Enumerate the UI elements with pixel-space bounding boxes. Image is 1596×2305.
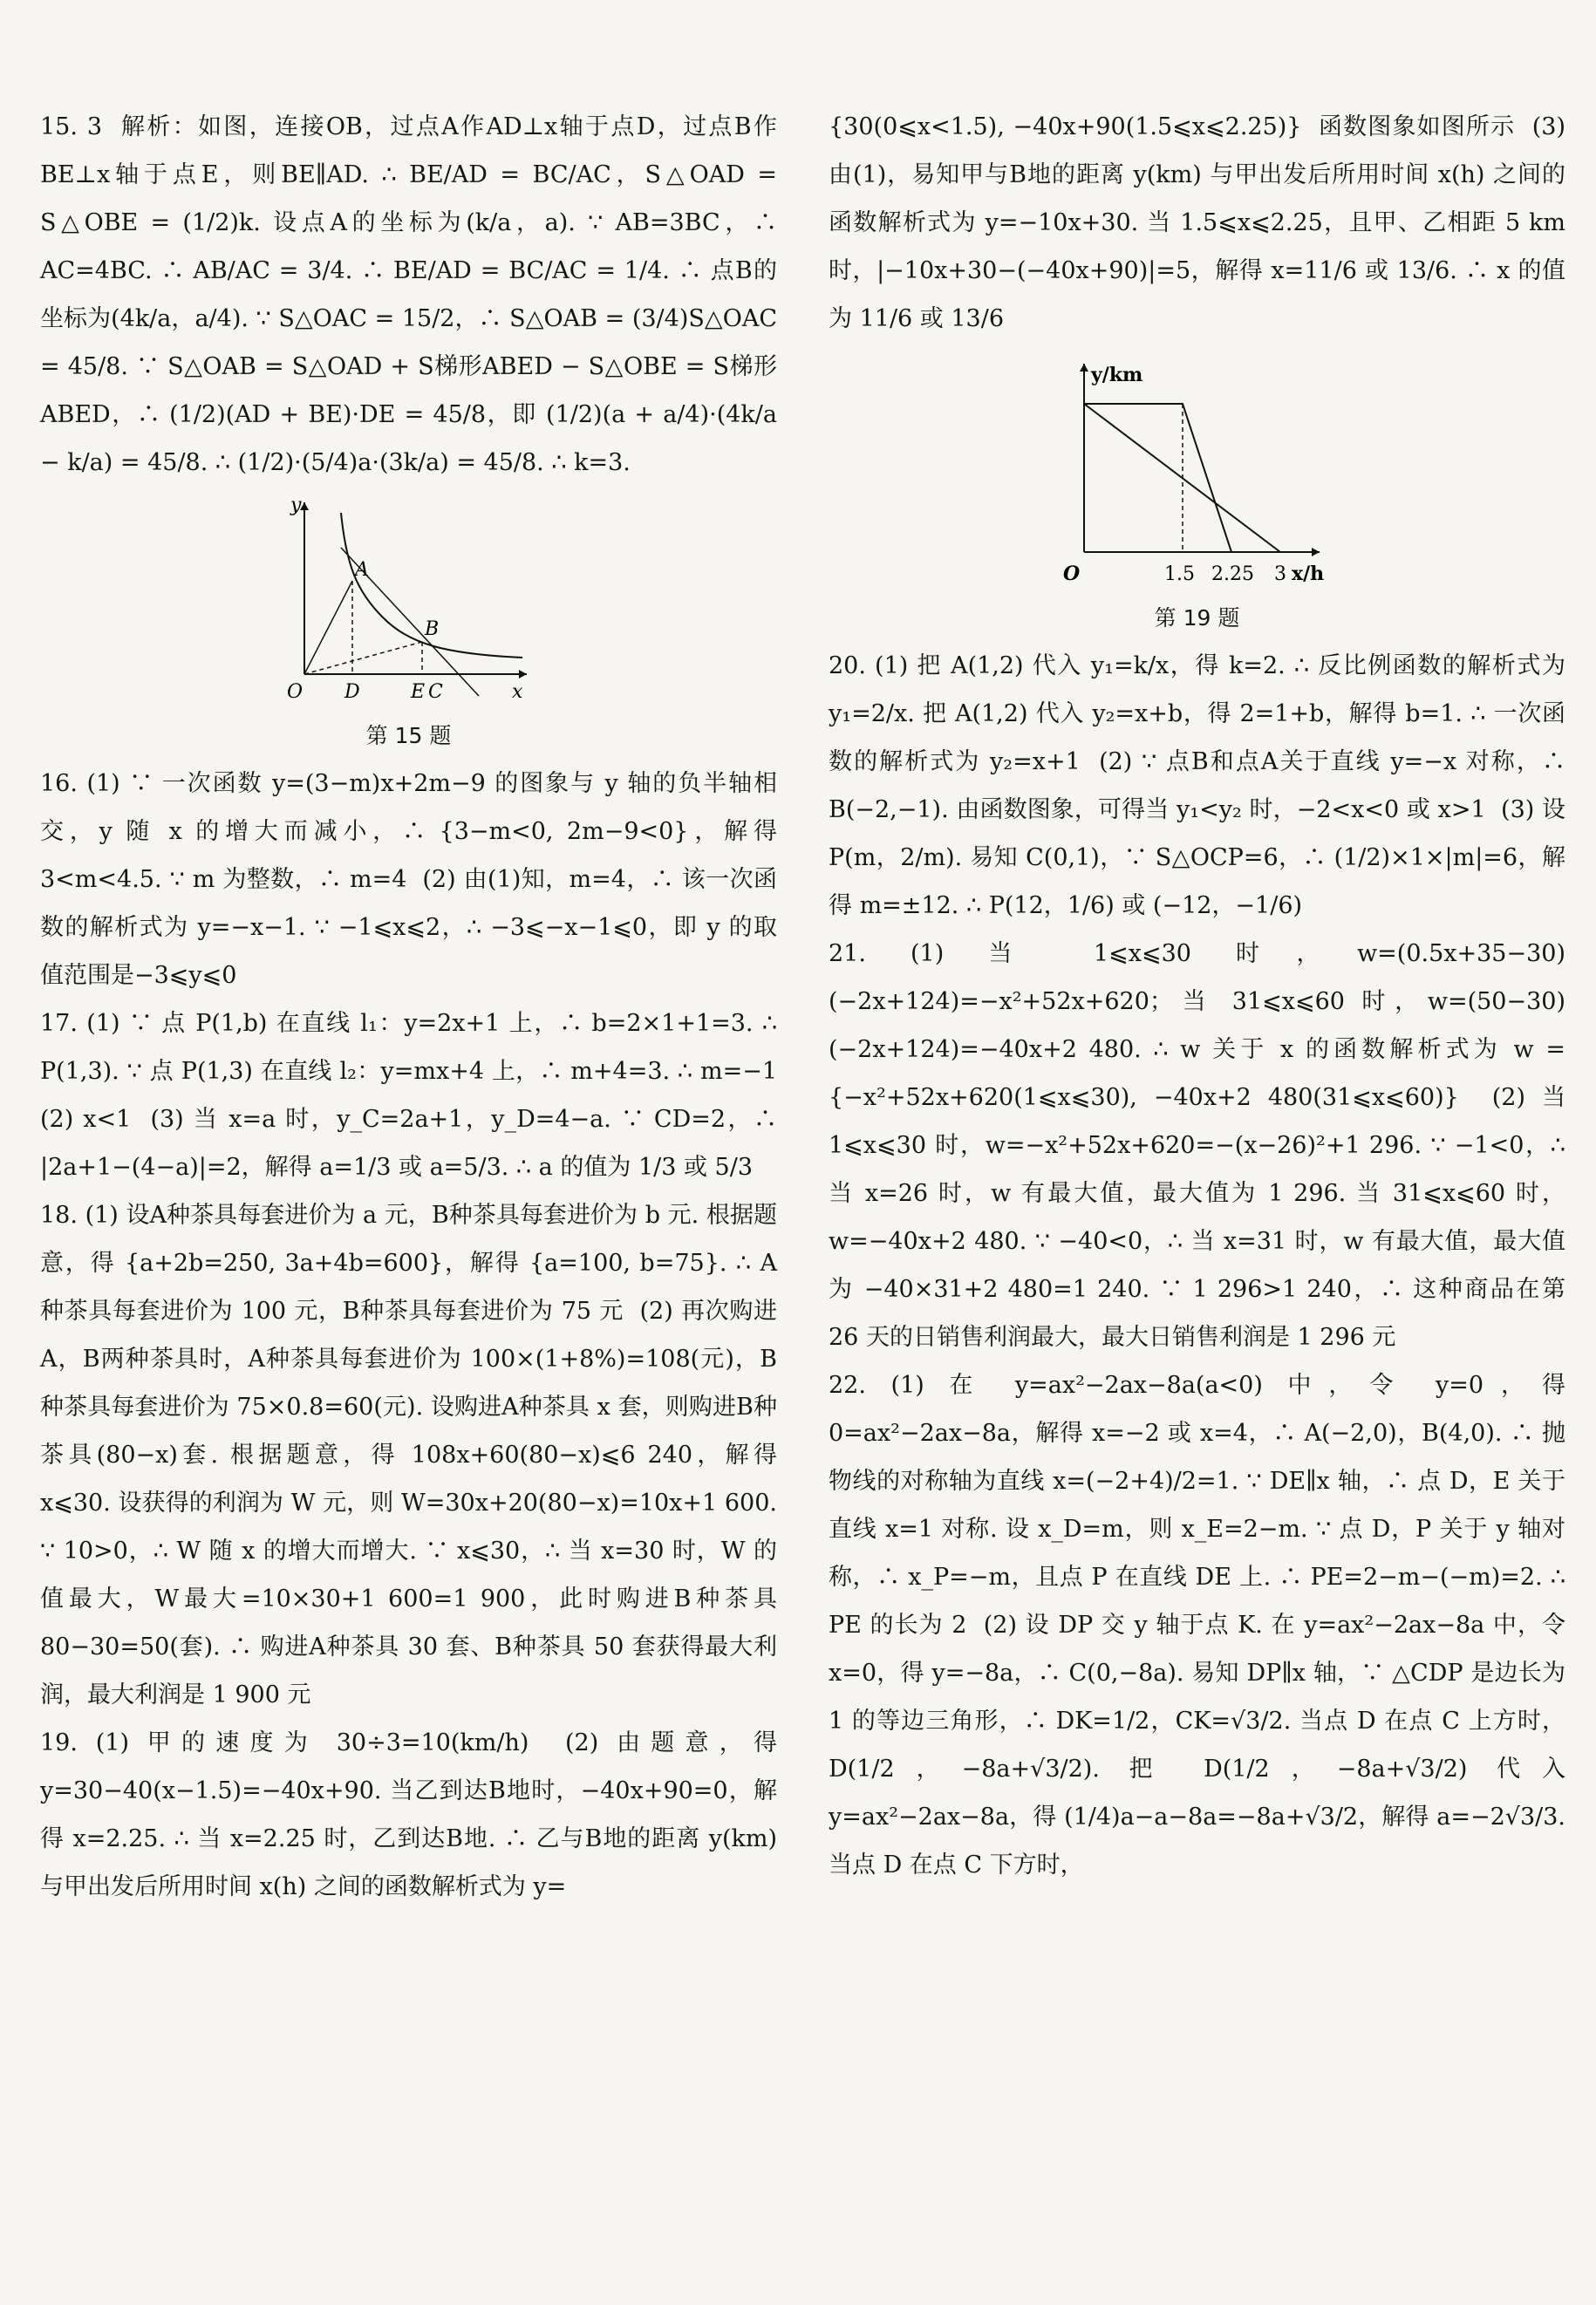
label-a: A: [354, 559, 369, 581]
segment-oa: [304, 581, 352, 674]
segment-ob: [304, 642, 422, 674]
figure-19-caption: 第 19 题: [1154, 605, 1240, 631]
solution-15: 15. 3 解析：如图，连接OB，过点A作AD⊥x轴于点D，过点B作BE⊥x轴于点E，则BE∥AD. ∴ BE/AD = BC/AC，S△OAD = S△OBE = (1/2)k. 设点A的坐标为(k/a，a). ∵ AB=3BC，∴ AC=4BC. ∴ AB/AC = 3/4. ∴ BE/AD = BC/AC = 1/4. ∴ 点B的坐标为(4k/a，a/4). ∵ S△OAC = 15/2，∴ S△OAB = (3/4)S△OAC = 45/8. ∵ S△OAB = S△OAD + S梯形ABED − S△OBE = S梯形ABED，∴ (1/2)(AD + BE)·DE = 45/8，即 (1/2)(a + a/4)·(4k/a − k/a) = 45/8. ∴ (1/2)·(5/4)a·(3k/a) = 45/8. ∴ k=3.: [40, 113, 785, 476]
figure-15-graph: [278, 495, 540, 705]
solution-17: 17. (1) ∵ 点 P(1,b) 在直线 l₁：y=2x+1 上，∴ b=2×1+1=3. ∴ P(1,3). ∵ 点 P(1,3) 在直线 l₂：y=mx+4 上，∴ m+4=3. ∴ m=−1 (2) x<1 (3) 当 x=a 时，y_C=2a+1，y_D=4−a. ∵ CD=2，∴ |2a+1−(4−a)|=2，解得 a=1/3 或 a=5/3. ∴ a 的值为 1/3 或 5/3: [40, 1010, 793, 1181]
y-axis-arrow-icon: [300, 502, 309, 510]
x-axis-arrow-icon: [519, 670, 527, 679]
solution-19: 19. (1) 甲的速度为 30÷3=10(km/h) (2) 由题意，得 y=30−40(x−1.5)=−40x+90. 当乙到达B地时，−40x+90=0，解得 x=2.25. ∴ 当 x=2.25 时，乙到达B地. ∴ 乙与B地的距离 y(km) 与甲出发后所用时间 x(h) 之间的函数解析式为 y=: [40, 1729, 785, 1900]
solution-19-continued: {30(0⩽x<1.5), −40x+90(1.5⩽x⩽2.25)} 函数图象如图所示 (3) 由(1)，易知甲与B地的距离 y(km) 与甲出发后所用时间 x(h) 之间的函数解析式为 y=−10x+30. 当 1.5⩽x⩽2.25，且甲、乙相距 5 km 时，|−10x+30−(−40x+90)|=5，解得 x=11/6 或 13/6. ∴ x 的值为 11/6 或 13/6: [829, 113, 1573, 332]
tick-1-5: 1.5: [1163, 563, 1195, 585]
figure-15: [40, 495, 777, 751]
label-y: y: [290, 495, 301, 516]
label-e: E: [410, 681, 425, 703]
right-column: [829, 103, 1573, 1889]
label-y-km: y/km: [1090, 364, 1142, 386]
line-yi: [1084, 404, 1231, 552]
label-c: C: [427, 681, 443, 703]
figure-19-graph: [1049, 351, 1346, 587]
figure-19: [829, 351, 1565, 633]
solution-20: 20. (1) 把 A(1,2) 代入 y₁=k/x，得 k=2. ∴ 反比例函数的解析式为 y₁=2/x. 把 A(1,2) 代入 y₂=x+b，得 2=1+b，解得 b=1. ∴ 一次函数的解析式为 y₂=x+1 (2) ∵ 点B和点A关于直线 y=−x 对称，∴ B(−2,−1). 由函数图象，可得当 y₁<y₂ 时，−2<x<0 或 x>1 (3) 设 P(m，2/m). 易知 C(0,1)，∵ S△OCP=6，∴ (1/2)×1×|m|=6，解得 m=±12. ∴ P(12，1/6) 或 (−12，−1/6): [829, 652, 1573, 919]
tick-2-25: 2.25: [1211, 563, 1254, 585]
x-axis-arrow-icon: [1312, 548, 1320, 556]
label-x: x: [511, 681, 522, 703]
solution-18: 18. (1) 设A种茶具每套进价为 a 元，B种茶具每套进价为 b 元. 根据题意，得 {a+2b=250, 3a+4b=600}，解得 {a=100, b=75}. ∴ A种茶具每套进价为 100 元，B种茶具每套进价为 75 元 (2) 再次购进A，B两种茶具时，A种茶具每套进价为 100×(1+8%)=108(元)，B种茶具每套进价为 75×0.8=60(元). 设购进A种茶具 x 套，则购进B种茶具(80−x)套. 根据题意，得 108x+60(80−x)⩽6 240，解得 x⩽30. 设获得的利润为 W 元，则 W=30x+20(80−x)=10x+1 600. ∵ 10>0，∴ W 随 x 的增大而增大. ∵ x⩽30，∴ 当 x=30 时，W 的值最大，W最大=10×30+1 600=1 900，此时购进B种茶具 80−30=50(套). ∴ 购进A种茶具 30 套、B种茶具 50 套获得最大利润，最大利润是 1 900 元: [40, 1202, 785, 1708]
label-b: B: [424, 618, 439, 640]
left-column: [40, 103, 793, 1911]
label-o: O: [1062, 563, 1080, 585]
label-x-h: x/h: [1291, 563, 1324, 585]
label-o: O: [286, 681, 303, 703]
y-axis-arrow-icon: [1080, 364, 1088, 372]
solution-21: 21. (1) 当 1⩽x⩽30 时，w=(0.5x+35−30)(−2x+124)=−x²+52x+620；当 31⩽x⩽60 时，w=(50−30)(−2x+124)=−40x+2 480. ∴ w 关于 x 的函数解析式为 w = {−x²+52x+620(1⩽x⩽30), −40x+2 480(31⩽x⩽60)} (2) 当 1⩽x⩽30 时，w=−x²+52x+620=−(x−26)²+1 296. ∵ −1<0，∴ 当 x=26 时，w 有最大值，最大值为 1 296. 当 31⩽x⩽60 时，w=−40x+2 480. ∵ −40<0，∴ 当 x=31 时，w 有最大值，最大值为 −40×31+2 480=1 240. ∵ 1 296>1 240，∴ 这种商品在第 26 天的日销售利润最大，最大日销售利润是 1 296 元: [829, 940, 1573, 1351]
figure-15-caption: 第 15 题: [365, 723, 452, 748]
solution-16: 16. (1) ∵ 一次函数 y=(3−m)x+2m−9 的图象与 y 轴的负半轴相交，y 随 x 的增大而减小，∴ {3−m<0, 2m−9<0}，解得 3<m<4.5. ∵ m 为整数，∴ m=4 (2) 由(1)知，m=4，∴ 该一次函数的解析式为 y=−x−1. ∵ −1⩽x⩽2，∴ −3⩽−x−1⩽0，即 y 的取值范围是−3⩽y⩽0: [40, 770, 785, 989]
label-d: D: [344, 681, 360, 703]
solution-22: 22. (1) 在 y=ax²−2ax−8a(a<0) 中，令 y=0，得 0=ax²−2ax−8a，解得 x=−2 或 x=4，∴ A(−2,0)，B(4,0). ∴ 抛物线的对称轴为直线 x=(−2+4)/2=1. ∵ DE∥x 轴，∴ 点 D，E 关于直线 x=1 对称. 设 x_D=m，则 x_E=2−m. ∵ 点 D，P 关于 y 轴对称，∴ x_P=−m，且点 P 在直线 DE 上. ∴ PE=2−m−(−m)=2. ∴ PE 的长为 2 (2) 设 DP 交 y 轴于点 K. 在 y=ax²−2ax−8a 中，令 x=0，得 y=−8a，∴ C(0,−8a). 易知 DP∥x 轴，∵ △CDP 是边长为 1 的等边三角形，∴ DK=1/2，CK=√3/2. 当点 D 在点 C 上方时，D(1/2，−8a+√3/2). 把 D(1/2，−8a+√3/2) 代入 y=ax²−2ax−8a，得 (1/4)a−a−8a=−8a+√3/2，解得 a=−2√3/3. 当点 D 在点 C 下方时，: [829, 1372, 1573, 1879]
tick-3: 3: [1273, 563, 1286, 585]
